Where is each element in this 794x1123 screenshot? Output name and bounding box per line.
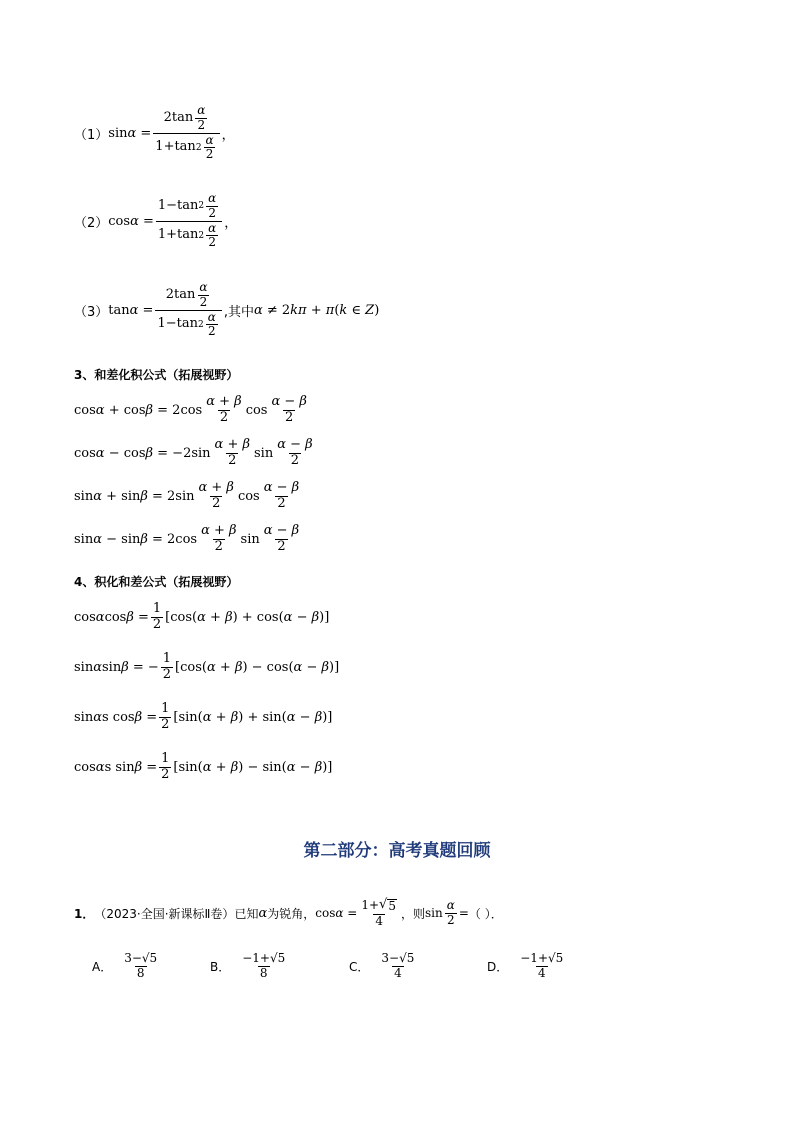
sum-to-product-formula: sinα − sinβ = 2cos $\frac{\alpha + \beta}{2}$ sin $\frac{\alpha - \beta}{2}$ [74, 523, 300, 554]
question-source: （2023·全国·新课标Ⅱ卷） [94, 906, 235, 921]
formula-label: （3） [74, 304, 109, 320]
option-a[interactable]: A． $\frac{3-√5}{8}$ [92, 951, 158, 980]
question-1: 1． （2023·全国·新课标Ⅱ卷） 已知 α 为锐角， cosα = 1+ √ 5 4 ，则 sin $\frac{\alpha}{2}$ = （ ）． [74, 897, 503, 928]
question-number: 1． [74, 906, 95, 921]
formula-label: （1） [74, 127, 109, 143]
formula-cos-half-angle: （2） cosα = 1−tan 2 $\frac{\alpha}{2}$ 1+tan 2 $\frac{\alpha}{2}$ ， [74, 191, 238, 250]
product-to-sum-formula: cosαcosβ = $\frac{1}{2}$ [cos(α + β) + cos(α − β)] [74, 601, 330, 632]
section-heading: 4、积化和差公式（拓展视野） [74, 575, 239, 589]
section-heading: 3、和差化积公式（拓展视野） [74, 368, 239, 382]
formula-tan-half-angle: （3） tanα = 2tan $\frac{\alpha}{2}$ 1−tan 2 $\frac{\alpha}{2}$ ,其中 α ≠ 2kπ + π(k ∈ Z) [74, 280, 380, 339]
option-d[interactable]: D． $\frac{-1+√5}{4}$ [487, 951, 564, 980]
product-to-sum-formula: cosαs sinβ = $\frac{1}{2}$ [sin(α + β) − sin(α − β)] [74, 751, 333, 782]
part-title: 第二部分：高考真题回顾 [303, 841, 491, 861]
option-c[interactable]: C． $\frac{3-√5}{4}$ [349, 951, 415, 980]
option-b[interactable]: B． $\frac{-1+√5}{8}$ [210, 951, 286, 980]
formula-sin-half-angle: （1） sinα = 2tan $\frac{\alpha}{2}$ 1+tan 2 $\frac{\alpha}{2}$ ， [74, 103, 235, 162]
sum-to-product-formula: cosα − cosβ = −2sin $\frac{\alpha + \beta}{2}$ sin $\frac{\alpha - \beta}{2}$ [74, 437, 313, 468]
sum-to-product-formula: sinα + sinβ = 2sin $\frac{\alpha + \beta}{2}$ cos $\frac{\alpha - \beta}{2}$ [74, 480, 300, 511]
formula-label: （2） [74, 215, 109, 231]
sum-to-product-formula: cosα + cosβ = 2cos $\frac{\alpha + \beta}{2}$ cos $\frac{\alpha - \beta}{2}$ [74, 394, 307, 425]
product-to-sum-formula: sinαsinβ = − $\frac{1}{2}$ [cos(α + β) − cos(α − β)] [74, 651, 340, 682]
product-to-sum-formula: sinαs cosβ = $\frac{1}{2}$ [sin(α + β) + sin(α − β)] [74, 701, 333, 732]
